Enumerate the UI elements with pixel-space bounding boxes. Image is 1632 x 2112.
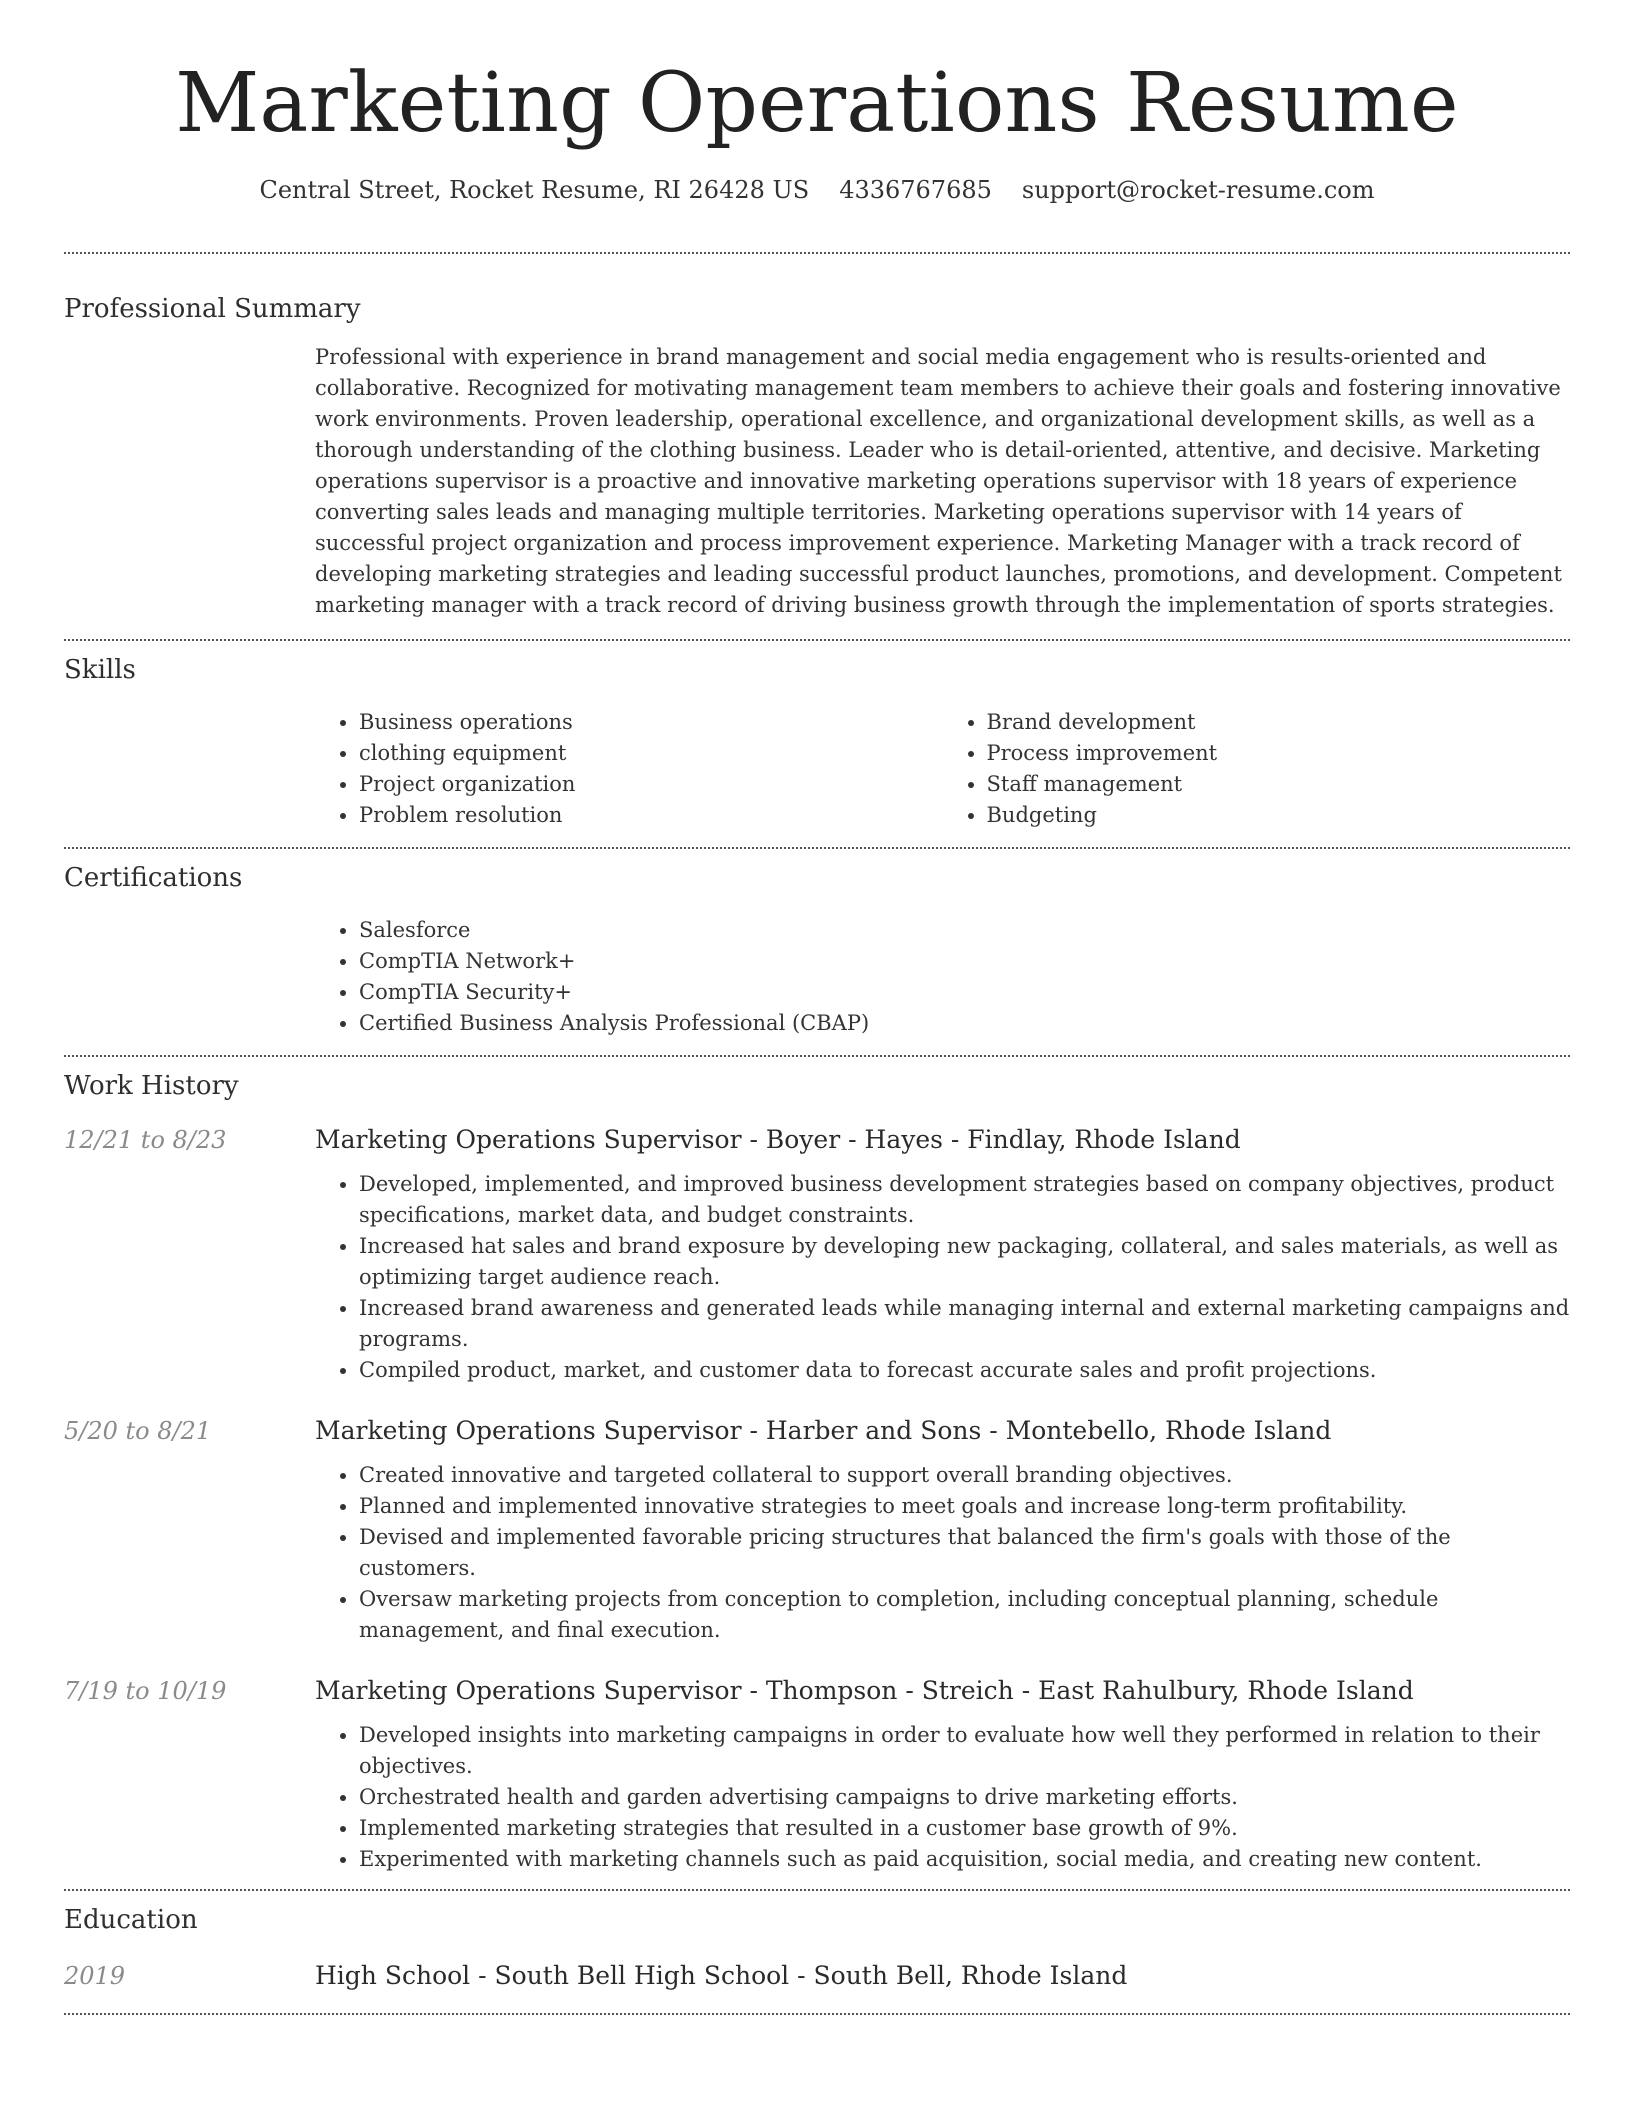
summary-content — [315, 342, 1570, 621]
job-date: 7/19 to 10/19 — [64, 1677, 227, 1705]
skill-item: • Problem resolution — [359, 800, 943, 831]
certifications-heading: Certifications — [64, 863, 243, 893]
job-bullets — [315, 1169, 1570, 1386]
job-bullet: • Developed insights into marketing campaigns in order to evaluate how well they performed in relation to their objectives. — [359, 1720, 1570, 1782]
divider — [64, 2013, 1570, 2015]
job-bullet: • Increased hat sales and brand exposure by developing new packaging, collateral, and sales materials, as well as optimizing target audience reach. — [359, 1231, 1570, 1293]
skills-column-right — [943, 707, 1571, 831]
job-entry — [64, 1414, 1570, 1646]
divider — [64, 1889, 1570, 1891]
certification-item: • CompTIA Security+ — [359, 977, 1570, 1008]
job-bullet: • Experimented with marketing channels such as paid acquisition, social media, and creating new content. — [359, 1844, 1570, 1875]
work-history-section — [64, 1069, 1570, 1875]
skill-item: • Brand development — [987, 707, 1571, 738]
job-date: 5/20 to 8/21 — [64, 1417, 212, 1445]
job-details — [315, 1460, 1570, 1646]
job-bullet: • Increased brand awareness and generated leads while managing internal and external marketing campaigns and programs. — [359, 1293, 1570, 1355]
job-bullet: • Orchestrated health and garden advertising campaigns to drive marketing efforts. — [359, 1782, 1570, 1813]
certifications-list — [315, 915, 1570, 1039]
job-bullets — [315, 1460, 1570, 1646]
certifications-content — [315, 915, 1570, 1039]
education-entry — [64, 1959, 1570, 1993]
job-title: Marketing Operations Supervisor - Thompson - Streich - East Rahulbury, Rhode Island — [315, 1676, 1414, 1705]
education-heading: Education — [64, 1905, 198, 1935]
certifications-section — [64, 861, 1570, 1039]
job-bullet: • Developed, implemented, and improved business development strategies based on company objectives, product specifications, market data, and budget constraints. — [359, 1169, 1570, 1231]
job-details — [315, 1169, 1570, 1386]
skill-item: • Budgeting — [987, 800, 1571, 831]
job-title: Marketing Operations Supervisor - Boyer - Hayes - Findlay, Rhode Island — [315, 1125, 1241, 1154]
work-history-heading: Work History — [64, 1071, 239, 1101]
job-date: 12/21 to 8/23 — [64, 1126, 227, 1154]
skill-item: • Business operations — [359, 707, 943, 738]
summary-section — [64, 292, 1570, 621]
summary-text: Professional with experience in brand management and social media engagement who is results-oriented and collaborative. Recognized for motivating management team members to achieve their goals and fostering innovative work environments. Proven leadership, operational excellence, and organizational development skills, as well as a thorough understanding of the clothing business. Leader who is detail-oriented, attentive, and decisive. Marketing operations supervisor is a proactive and innovative marketing operations supervisor with 18 years of experience converting sales leads and managing multiple territories. Marketing operations supervisor with 14 years of successful project organization and process improvement experience. Marketing Manager with a track record of developing marketing strategies and leading successful product launches, promotions, and development. Competent marketing manager with a track record of driving business growth through the implementation of sports strategies. — [315, 345, 1562, 617]
divider — [64, 847, 1570, 849]
divider — [64, 252, 1570, 254]
education-section — [64, 1903, 1570, 1993]
job-details — [315, 1720, 1570, 1875]
resume-title: Marketing Operations Resume — [175, 56, 1459, 151]
education-title: High School - South Bell High School - South Bell, Rhode Island — [315, 1961, 1128, 1990]
job-entry — [64, 1674, 1570, 1875]
contact-line — [64, 174, 1570, 206]
divider — [64, 1055, 1570, 1057]
job-header — [64, 1674, 1570, 1708]
job-bullets — [315, 1720, 1570, 1875]
skills-heading: Skills — [64, 655, 136, 685]
divider — [64, 639, 1570, 641]
education-date: 2019 — [64, 1962, 126, 1990]
contact-phone: 4336767685 — [839, 176, 992, 204]
skill-item: • Process improvement — [987, 738, 1571, 769]
resume-page — [64, 0, 1570, 2015]
certification-item: • CompTIA Network+ — [359, 946, 1570, 977]
job-header — [64, 1414, 1570, 1448]
skill-item: • clothing equipment — [359, 738, 943, 769]
job-bullet: • Implemented marketing strategies that resulted in a customer base growth of 9%. — [359, 1813, 1570, 1844]
contact-address: Central Street, Rocket Resume, RI 26428 US — [259, 176, 810, 204]
job-bullet: • Planned and implemented innovative strategies to meet goals and increase long-term profitability. — [359, 1491, 1570, 1522]
job-bullet: • Oversaw marketing projects from conception to completion, including conceptual planning, schedule management, and final execution. — [359, 1584, 1570, 1646]
summary-heading: Professional Summary — [64, 294, 361, 324]
job-bullet: • Created innovative and targeted collateral to support overall branding objectives. — [359, 1460, 1570, 1491]
skill-item: • Staff management — [987, 769, 1571, 800]
certification-item: • Salesforce — [359, 915, 1570, 946]
skills-column-left — [315, 707, 943, 831]
job-header — [64, 1123, 1570, 1157]
skills-list — [315, 707, 1570, 831]
contact-email: support@rocket-resume.com — [1021, 176, 1375, 204]
certification-item: • Certified Business Analysis Professional (CBAP) — [359, 1008, 1570, 1039]
skill-item: • Project organization — [359, 769, 943, 800]
skills-section — [64, 653, 1570, 831]
job-entry — [64, 1123, 1570, 1386]
job-bullet: • Devised and implemented favorable pricing structures that balanced the firm's goals with those of the customers. — [359, 1522, 1570, 1584]
job-title: Marketing Operations Supervisor - Harber and Sons - Montebello, Rhode Island — [315, 1416, 1332, 1445]
job-bullet: • Compiled product, market, and customer data to forecast accurate sales and profit projections. — [359, 1355, 1570, 1386]
